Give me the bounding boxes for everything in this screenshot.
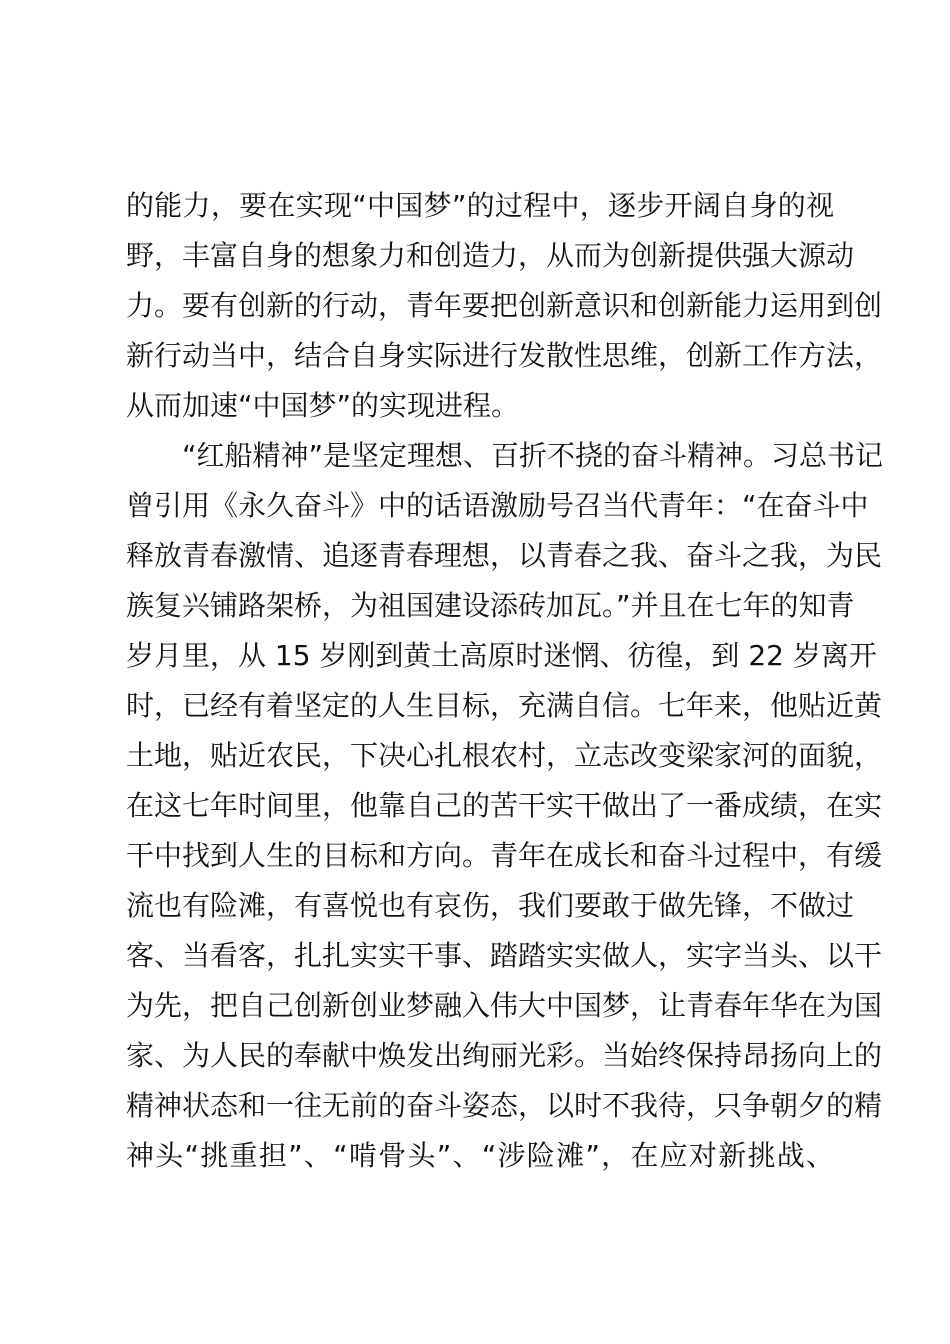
paragraph-1 xyxy=(126,181,883,431)
text-line: 神头“挑重担”、“啃骨头”、“涉险滩”，在应对新挑战、 xyxy=(126,1139,834,1172)
text-line: 客、当看客，扎扎实实干事、踏踏实实做人，实字当头、以干 xyxy=(126,939,883,972)
document-body xyxy=(126,181,884,1181)
paragraph-2 xyxy=(126,431,884,1181)
text-line: 曾引用《永久奋斗》中的话语激励号召当代青年：“在奋斗中 xyxy=(126,489,869,522)
text-line: 流也有险滩，有喜悦也有哀伤，我们要敢于做先锋，不做过 xyxy=(126,889,855,922)
text-line: 在这七年时间里，他靠自己的苦干实干做出了一番成绩，在实 xyxy=(126,789,883,822)
text-line: 从而加速“中国梦”的实现进程。 xyxy=(126,389,520,422)
text-line: 土地，贴近农民，下决心扎根农村，立志改变梁家河的面貌， xyxy=(126,739,883,772)
text-line: 精神状态和一往无前的奋斗姿态，以时不我待，只争朝夕的精 xyxy=(126,1089,883,1122)
text-line: 新行动当中，结合自身实际进行发散性思维，创新工作方法， xyxy=(126,339,883,372)
text-line: “红船精神”是坚定理想、百折不挠的奋斗精神。习总书记 xyxy=(182,439,884,472)
text-line: 岁月里，从 15 岁刚到黄土高原时迷惘、彷徨，到 22 岁离开 xyxy=(126,639,877,672)
text-line: 族复兴铺路架桥，为祖国建设添砖加瓦。”并且在七年的知青 xyxy=(126,589,855,622)
text-line: 干中找到人生的目标和方向。青年在成长和奋斗过程中，有缓 xyxy=(126,839,883,872)
text-line: 的能力，要在实现“中国梦”的过程中，逐步开阔自身的视 xyxy=(126,189,834,222)
text-line: 为先，把自己创新创业梦融入伟大中国梦，让青春年华在为国 xyxy=(126,989,883,1022)
text-line: 力。要有创新的行动，青年要把创新意识和创新能力运用到创 xyxy=(126,289,883,322)
text-line: 释放青春激情、追逐青春理想，以青春之我、奋斗之我，为民 xyxy=(126,539,883,572)
text-line: 家、为人民的奉献中焕发出绚丽光彩。当始终保持昂扬向上的 xyxy=(126,1039,883,1072)
text-line: 野，丰富自身的想象力和创造力，从而为创新提供强大源动 xyxy=(126,239,855,272)
text-line: 时，已经有着坚定的人生目标，充满自信。七年来，他贴近黄 xyxy=(126,689,883,722)
